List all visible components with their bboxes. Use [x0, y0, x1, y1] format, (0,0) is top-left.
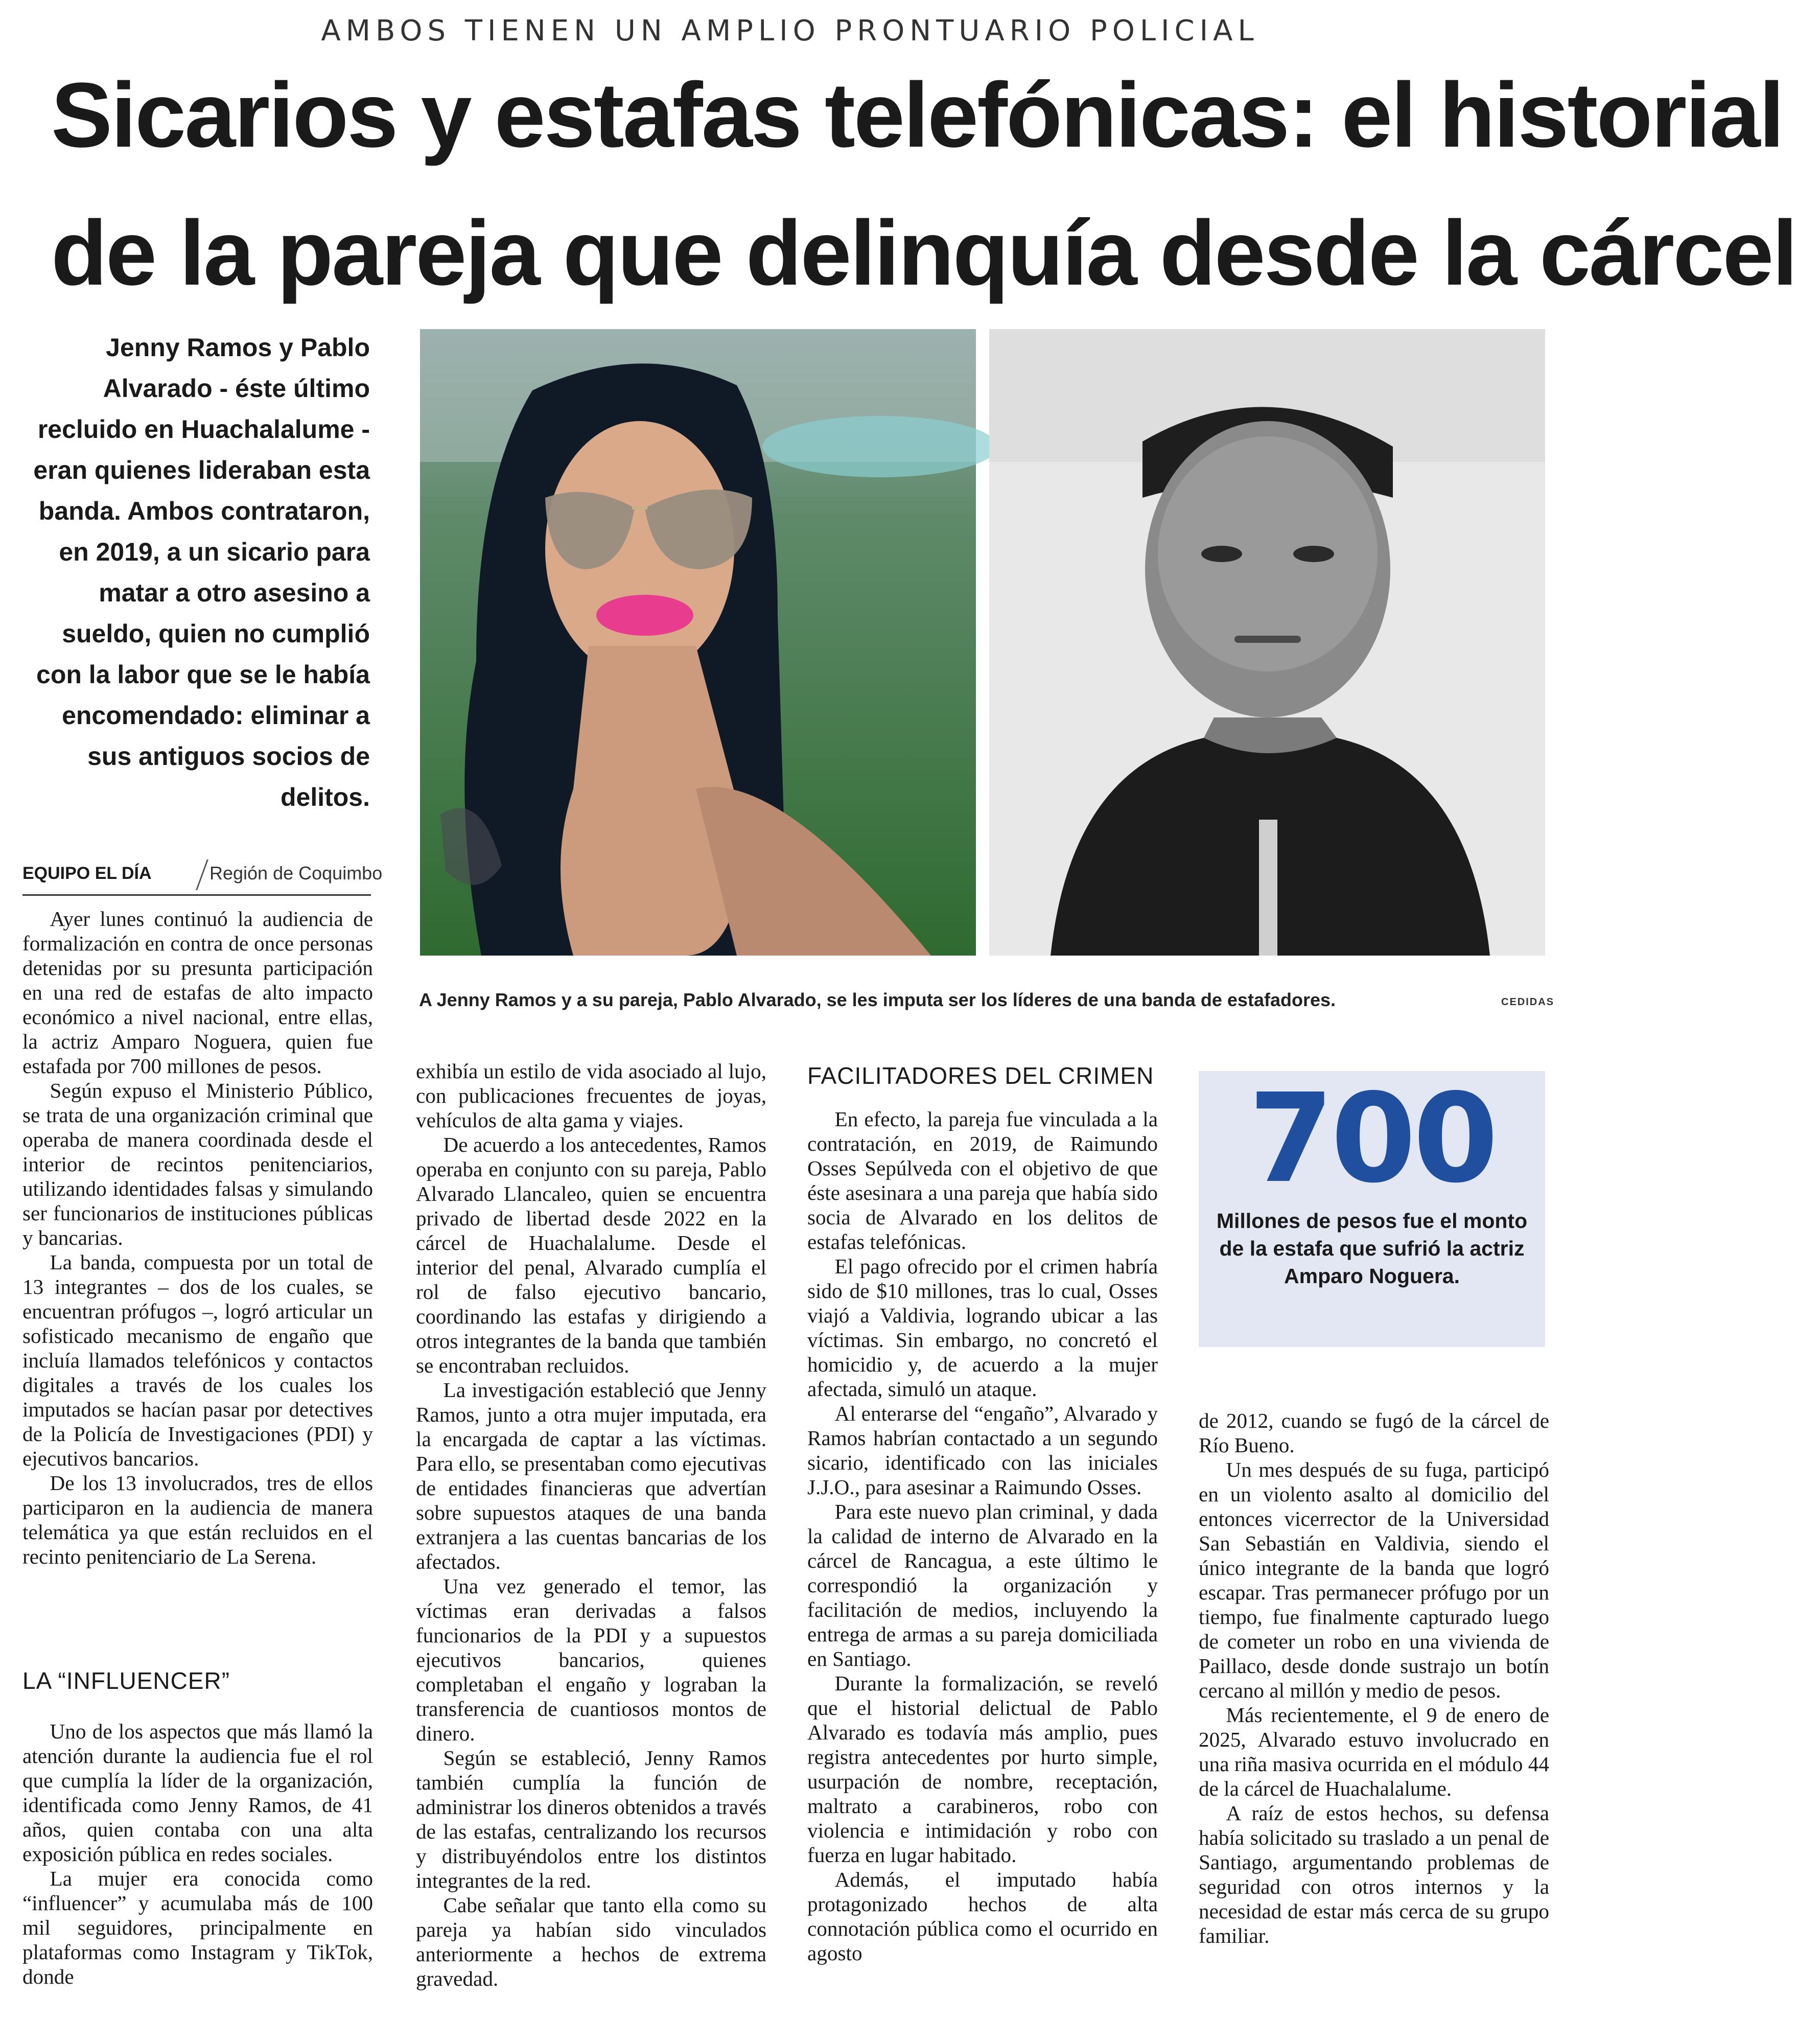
- paragraph: Al enterarse del “engaño”, Alvarado y Ramos habrían contactado a un segundo sicario, identificado con las iniciales J.J.O., para asesinar a Raimundo Osses.: [807, 1402, 1158, 1499]
- paragraph: exhibía un estilo de vida asociado al lujo, con publicaciones frecuentes de joyas, vehículos de alta gama y viajes.: [416, 1059, 766, 1132]
- lead-paragraph: Jenny Ramos y Pablo Alvarado - éste último recluido en Huachalalume - eran quienes lideraban esta banda. Ambos contrataron, en 2019, a un sicario para matar a otro asesino a sueldo, quien no cumplió con la labor que se le había encomendado: eliminar a sus antiguos socios de delitos.: [33, 333, 370, 811]
- headline-line-1: Sicarios y estafas telefónicas: el historial: [51, 64, 1783, 167]
- byline-rule: [22, 894, 371, 896]
- body-column-1: [22, 907, 373, 1569]
- paragraph: Según se estableció, Jenny Ramos también cumplía la función de administrar los dineros obtenidos a través de las estafas, centralizando los recursos y distribuyéndolos entre los distintos integrantes de la red.: [416, 1746, 766, 1892]
- byline-region: Región de Coquimbo: [209, 863, 383, 884]
- paragraph: Además, el imputado había protagonizado hechos de alta connotación pública como el ocurrido en agosto: [807, 1868, 1158, 1965]
- photo-credit: CEDIDAS: [1501, 996, 1555, 1008]
- photo-pablo-alvarado: [989, 329, 1545, 956]
- paragraph: De acuerdo a los antecedentes, Ramos operaba en conjunto con su pareja, Pablo Alvarado Llancaleo, quien se encuentra privado de libertad desde 2022 en la cárcel de Huachalalume. Desde el interior del penal, Alvarado cumplía el rol de falso ejecutivo bancario, coordinando las estafas y dirigiendo a otros integrantes de la banda que también se encontraban recluidos.: [416, 1133, 766, 1377]
- photo-caption: A Jenny Ramos y a su pareja, Pablo Alvarado, se les imputa ser los líderes de una banda de estafadores.: [419, 989, 1336, 1010]
- paragraph: La investigación estableció que Jenny Ramos, junto a otra mujer imputada, era la encargada de captar a las víctimas. Para ello, se presentaban como ejecutivas de entidades financieras que advertían sobre supuestos ataques de una banda extranjera a las cuentas bancarias de los afectados.: [416, 1378, 766, 1573]
- byline-team: EQUIPO EL DÍA: [22, 864, 152, 883]
- paragraph: La banda, compuesta por un total de 13 integrantes – dos de los cuales, se encuentran prófugos –, logró articular un sofisticado mecanismo de engaño que incluía llamados telefónicos y contactos digitales a través de los cuales los imputados se hacían pasar por detectives de la Policía de Investigaciones (PDI) y ejecutivos bancarios.: [22, 1250, 373, 1470]
- kicker: AMBOS TIENEN UN AMPLIO PRONTUARIO POLICIAL: [321, 14, 1259, 48]
- paragraph: Para este nuevo plan criminal, y dada la calidad de interno de Alvarado en la cárcel de Rancagua, a este último le correspondió la organización y facilitación de medios, incluyendo la entrega de armas a su pareja domiciliada en Santiago.: [807, 1500, 1158, 1670]
- paragraph: Uno de los aspectos que más llamó la atención durante la audiencia fue el rol que cumplía la líder de la organización, identificada como Jenny Ramos, de 41 años, quien contaba con una alta exposición pública en redes sociales.: [22, 1720, 373, 1866]
- stat-description: Millones de pesos fue el monto de la estafa que sufrió la actriz Amparo Noguera.: [1216, 1209, 1528, 1288]
- paragraph: Más recientemente, el 9 de enero de 2025, Alvarado estuvo involucrado en una riña masiva ocurrida en el módulo 44 de la cárcel de Huachalalume.: [1199, 1703, 1549, 1800]
- paragraph: Según expuso el Ministerio Público, se trata de una organización criminal que operaba de manera coordinada desde el interior de recintos penitenciarios, utilizando identidades falsas y simulando ser funcionarios de instituciones públicas y bancarias.: [22, 1079, 373, 1249]
- headline-line-2: de la pareja que delinquía desde la cárcel: [51, 202, 1796, 305]
- paragraph: Durante la formalización, se reveló que el historial delictual de Pablo Alvarado es todavía más amplio, pues registra antecedentes por hurto simple, usurpación de nombre, receptación, maltrato a carabineros, robo con violencia e intimidación y robo con fuerza en lugar habitado.: [807, 1671, 1158, 1867]
- paragraph: La mujer era conocida como “influencer” y acumulaba más de 100 mil seguidores, principalmente en plataformas como Instagram y TikTok, donde: [22, 1867, 373, 1988]
- body-column-4: [1199, 1408, 1549, 1948]
- paragraph: De los 13 involucrados, tres de ellos participaron en la audiencia de manera telemática ya que están recluidos en el recinto penitenciario de La Serena.: [22, 1471, 373, 1568]
- subhead-influencer: LA “INFLUENCER”: [22, 1667, 230, 1694]
- paragraph: A raíz de estos hechos, su defensa había solicitado su traslado a un penal de Santiago, argumentando problemas de seguridad con otros internos y la necesidad de estar más cerca de su grupo familiar.: [1199, 1801, 1549, 1947]
- paragraph: Ayer lunes continuó la audiencia de formalización en contra de once personas detenidas por su presunta participación en una red de estafas de alto impacto económico a nivel nacional, entre ellas, la actriz Amparo Noguera, quien fue estafada por 700 millones de pesos.: [22, 907, 373, 1078]
- paragraph: Una vez generado el temor, las víctimas eran derivadas a falsos funcionarios de la PDI y a supuestos ejecutivos bancarios, quienes completaban el engaño y lograban la transferencia de cuantiosos montos de dinero.: [416, 1574, 766, 1745]
- body-column-3: [807, 1107, 1158, 1965]
- subhead-facilitadores: FACILITADORES DEL CRIMEN: [807, 1062, 1154, 1089]
- stat-number: 700: [1248, 1067, 1496, 1210]
- paragraph: En efecto, la pareja fue vinculada a la contratación, en 2019, de Raimundo Osses Sepúlveda con el objetivo de que éste asesinara a una pareja que había sido socia de Alvarado en los delitos de estafas telefónicas.: [807, 1107, 1158, 1253]
- body-column-1-continued: [22, 1719, 373, 1989]
- paragraph: de 2012, cuando se fugó de la cárcel de Río Bueno.: [1199, 1409, 1549, 1457]
- paragraph: El pago ofrecido por el crimen habría sido de $10 millones, tras lo cual, Osses viajó a Valdivia, logrando ubicar a las víctimas. Sin embargo, no concretó el homicidio y, de acuerdo a la mujer afectada, simuló un ataque.: [807, 1255, 1158, 1401]
- byline-divider: [196, 860, 208, 890]
- body-column-2: [416, 1059, 766, 1991]
- paragraph: Un mes después de su fuga, participó en un violento asalto al domicilio del entonces vicerrector de la Universidad San Sebastián en Valdivia, siendo el único integrante de la banda que logró escapar. Tras permanecer prófugo por un tiempo, fue finalmente capturado luego de cometer un robo en una vivienda de Paillaco, desde donde sustrajo un botín cercano al millón y medio de pesos.: [1199, 1458, 1549, 1702]
- paragraph: Cabe señalar que tanto ella como su pareja ya habían sido vinculados anteriormente a hechos de extrema gravedad.: [416, 1893, 766, 1990]
- photo-jenny-ramos: [420, 329, 976, 956]
